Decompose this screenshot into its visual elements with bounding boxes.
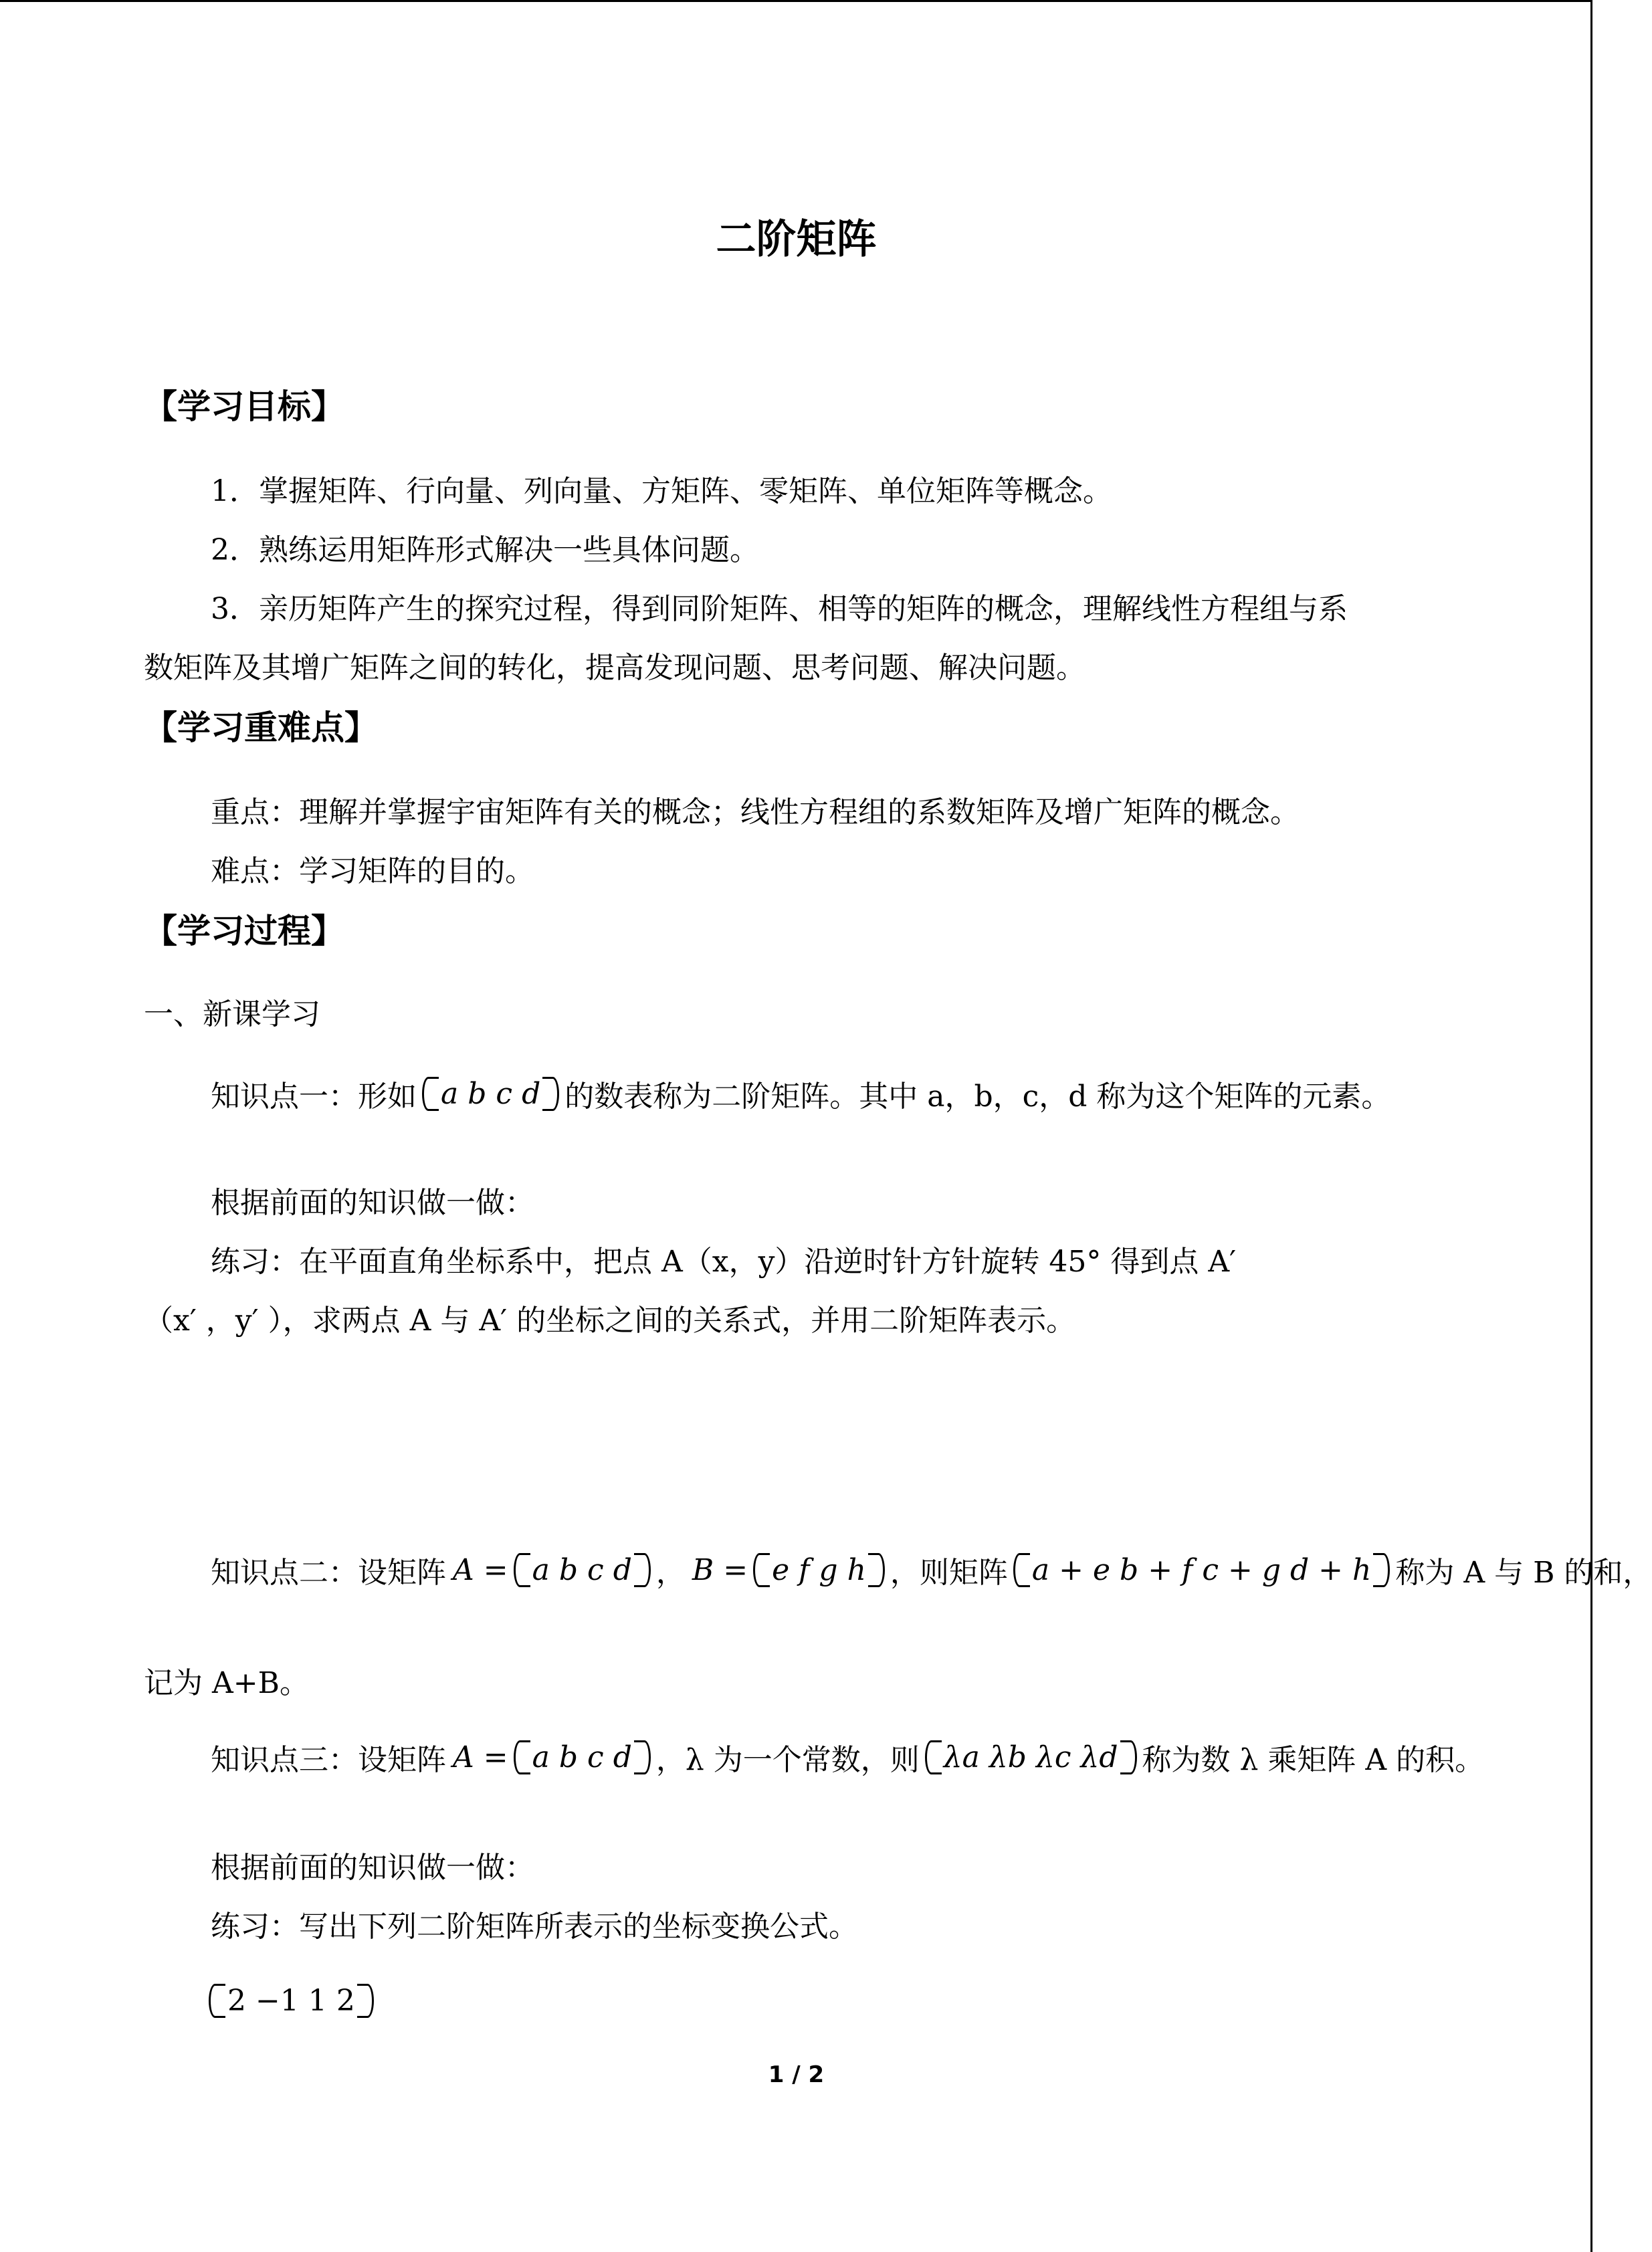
- matrix-cell: b + f: [1120, 1552, 1193, 1587]
- matrix-cell: λc: [1035, 1740, 1071, 1774]
- kp2-separator: ，: [655, 1556, 686, 1590]
- exercise-1-line-2: （x′ ，y′ ），求两点 A 与 A′ 的坐标之间的关系式，并用二阶矩阵表示。: [144, 1304, 1076, 1338]
- matrix-cell: g: [819, 1552, 838, 1587]
- kp2-mid: ，则矩阵: [890, 1556, 1008, 1590]
- part-new-lesson: 一、新课学习: [144, 997, 320, 1031]
- do-it-2: 根据前面的知识做一做：: [211, 1851, 534, 1885]
- kp2-line-2: 记为 A+B。: [144, 1666, 309, 1700]
- matrix-cell: b: [558, 1740, 579, 1774]
- section-key-points: 【学习重难点】: [144, 708, 378, 747]
- objective-3-continued: 数矩阵及其增广矩阵之间的转化，提高发现问题、思考问题、解决问题。: [144, 651, 1086, 685]
- kp3-matrix-a: [511, 1740, 653, 1774]
- matrix-cell: c: [587, 1552, 604, 1587]
- kp2-matrix-b: [750, 1553, 888, 1587]
- kp2-matrix-a: [511, 1553, 653, 1587]
- knowledge-point-1: [211, 1050, 1390, 1137]
- key-point: 重点：理解并掌握宇宙矩阵有关的概念；线性方程组的系数矩阵及增广矩阵的概念。: [211, 795, 1300, 829]
- matrix-cell: e: [772, 1552, 790, 1587]
- matrix-cell: h: [847, 1552, 866, 1587]
- matrix-cell: d: [613, 1740, 632, 1774]
- kp3-mid: ，λ 为一个常数，则: [655, 1743, 920, 1777]
- exercise-2-matrix-row: [203, 1957, 379, 2044]
- matrix-cell: d + h: [1290, 1552, 1372, 1587]
- section-process: 【学习过程】: [144, 912, 344, 950]
- section-objectives: 【学习目标】: [144, 387, 344, 426]
- matrix-cell: a: [441, 1076, 459, 1111]
- matrix-cell: f: [799, 1552, 810, 1587]
- kp1-prefix: 知识点一：形如: [211, 1080, 417, 1114]
- exercise-2: 练习：写出下列二阶矩阵所表示的坐标变换公式。: [211, 1910, 858, 1944]
- matrix-cell: c: [587, 1740, 604, 1774]
- matrix-cell: −1: [255, 1983, 299, 2018]
- kp1-suffix: 的数表称为二阶矩阵。其中 a，b，c，d 称为这个矩阵的元素。: [564, 1080, 1391, 1114]
- matrix-cell: 1: [308, 1983, 327, 2018]
- kp3-prefix: 知识点三：设矩阵: [211, 1743, 446, 1777]
- kp2-prefix: 知识点二：设矩阵: [211, 1556, 446, 1590]
- kp3-matrix-scaled: [922, 1740, 1140, 1774]
- kp3-suffix: 称为数 λ 乘矩阵 A 的积。: [1142, 1743, 1485, 1777]
- matrix-cell: a: [532, 1552, 550, 1587]
- knowledge-point-3: [211, 1714, 1484, 1801]
- kp3-a-eq: A =: [453, 1740, 508, 1774]
- page-title: 二阶矩阵: [716, 216, 877, 263]
- matrix-cell: a + e: [1031, 1552, 1111, 1587]
- kp2-matrix-sum: [1011, 1553, 1392, 1587]
- matrix-cell: λd: [1080, 1740, 1118, 1774]
- matrix-cell: d: [522, 1076, 541, 1111]
- page-number: 1 / 2: [768, 2061, 825, 2088]
- exercise-1-line-1: 练习：在平面直角坐标系中，把点 A（x，y）沿逆时针方针旋转 45° 得到点 A′: [211, 1245, 1237, 1279]
- kp2-b-eq: B =: [692, 1552, 748, 1587]
- matrix-cell: c: [496, 1076, 513, 1111]
- matrix-cell: b: [468, 1076, 487, 1111]
- kp2-suffix: 称为 A 与 B 的和，: [1395, 1556, 1652, 1590]
- matrix-cell: b: [558, 1552, 579, 1587]
- kp1-matrix: [419, 1077, 562, 1111]
- knowledge-point-2: [211, 1526, 1652, 1613]
- objective-2: 2．熟练运用矩阵形式解决一些具体问题。: [211, 533, 759, 567]
- exercise-2-matrix: [206, 1984, 377, 2018]
- matrix-cell: c + g: [1202, 1552, 1281, 1587]
- matrix-cell: d: [613, 1552, 632, 1587]
- matrix-cell: λb: [989, 1740, 1027, 1774]
- matrix-cell: 2: [336, 1983, 355, 2018]
- kp2-a-eq: A =: [453, 1552, 508, 1587]
- difficult-point: 难点：学习矩阵的目的。: [211, 854, 534, 888]
- matrix-cell: λa: [943, 1740, 980, 1774]
- objective-1: 1．掌握矩阵、行向量、列向量、方矩阵、零矩阵、单位矩阵等概念。: [211, 474, 1112, 508]
- objective-3: 3．亲历矩阵产生的探究过程，得到同阶矩阵、相等的矩阵的概念，理解线性方程组与系: [211, 592, 1348, 626]
- matrix-cell: 2: [227, 1983, 246, 2018]
- do-it-1: 根据前面的知识做一做：: [211, 1186, 534, 1220]
- matrix-cell: a: [532, 1740, 550, 1774]
